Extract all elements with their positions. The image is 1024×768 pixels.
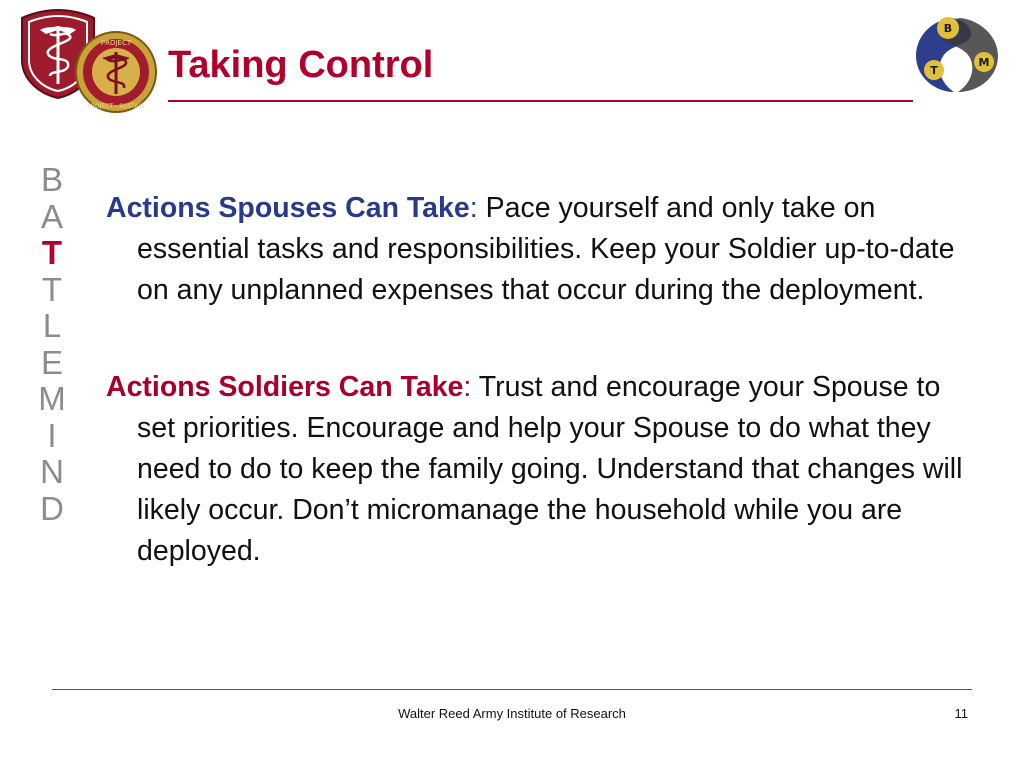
seal-bottom-text: PROJECT - SUSTAIN bbox=[87, 103, 145, 110]
logo-letter-m: M bbox=[978, 56, 990, 69]
logo-letter-t: T bbox=[930, 64, 938, 77]
spouses-actions-heading: Actions Spouses Can Take bbox=[106, 192, 470, 224]
soldiers-actions-colon: : bbox=[463, 371, 472, 403]
soldiers-actions-heading: Actions Soldiers Can Take bbox=[106, 371, 464, 403]
vertical-letter-highlighted: T bbox=[41, 234, 63, 271]
vertical-letter: I bbox=[47, 416, 57, 454]
footer-divider bbox=[52, 689, 972, 690]
soldiers-actions-paragraph bbox=[106, 367, 986, 572]
vertical-letter: T bbox=[41, 270, 63, 308]
vertical-letter: D bbox=[40, 489, 64, 527]
vertical-letter: A bbox=[40, 197, 63, 235]
slide-body bbox=[106, 188, 986, 572]
vertical-letter: B bbox=[40, 161, 63, 198]
logo-letter-b: B bbox=[943, 22, 953, 35]
page-number: 11 bbox=[954, 706, 968, 721]
vertical-letter: M bbox=[38, 380, 66, 417]
seal-top-text: PROJECT bbox=[100, 39, 132, 47]
vertical-letter: N bbox=[40, 453, 64, 490]
project-sustain-seal-logo bbox=[74, 30, 158, 114]
slide-title: Taking Control bbox=[168, 44, 434, 86]
vertical-battlemind-word bbox=[30, 162, 74, 527]
spouses-actions-colon: : bbox=[469, 192, 478, 224]
footer-organization: Walter Reed Army Institute of Research bbox=[398, 706, 626, 721]
title-underline bbox=[168, 100, 913, 102]
spouses-actions-text: Pace yourself and only take on essential tasks and responsibilities. Keep your Soldier up-to-date on any unplanned expenses that occur during the deployment. bbox=[137, 192, 955, 306]
vertical-letter: E bbox=[40, 343, 63, 381]
soldiers-actions-text: Trust and encourage your Spouse to set priorities. Encourage and help your Spouse to do what they need to do to keep the family going. Understand that changes will likely occur. Don’t micromanage the household while you are deployed. bbox=[137, 371, 963, 567]
vertical-letter: L bbox=[42, 307, 62, 344]
battlemind-logo bbox=[906, 12, 1006, 98]
spouses-actions-paragraph bbox=[106, 188, 986, 311]
